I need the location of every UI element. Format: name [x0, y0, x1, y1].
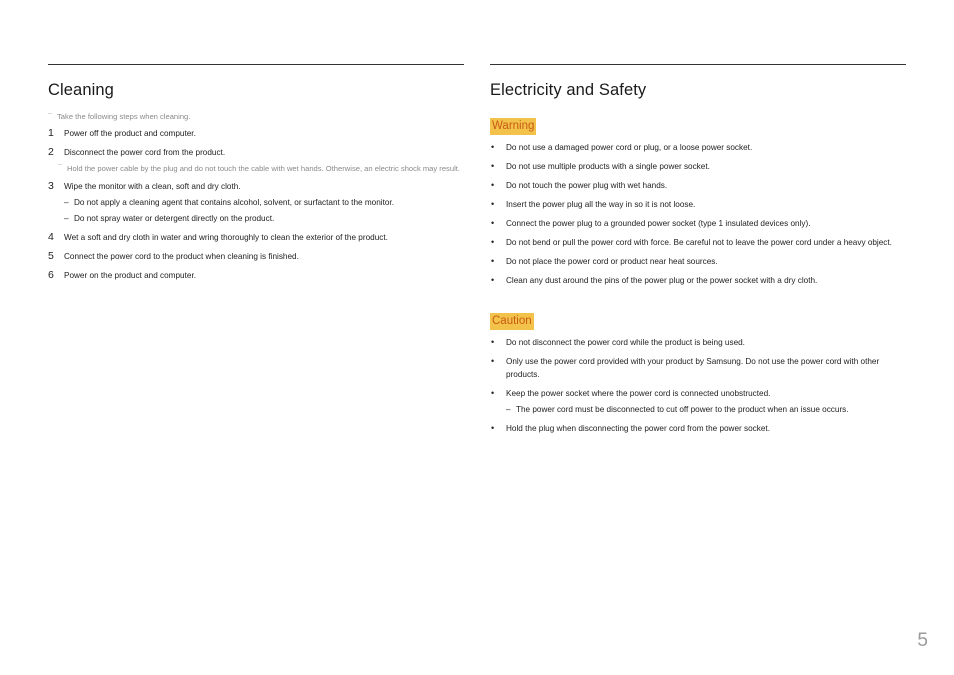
- step-note: [48, 162, 464, 175]
- list-item-text: Do not touch the power plug with wet hands.: [506, 181, 668, 190]
- list-item-text: Do not use a damaged power cord or plug, or a loose power socket.: [506, 143, 753, 152]
- list-sub-item: [490, 403, 906, 416]
- list-item-text: Connect the power plug to a grounded power socket (type 1 insulated devices only).: [506, 219, 811, 228]
- bullet-icon: •: [491, 275, 495, 285]
- bullet-icon: •: [491, 423, 495, 433]
- cleaning-intro-note-text: Take the following steps when cleaning.: [57, 112, 191, 121]
- list-item: [490, 422, 906, 435]
- bullet-icon: •: [491, 237, 495, 247]
- step-sub-text: Do not apply a cleaning agent that contains alcohol, solvent, or surfactant to the monitor.: [74, 198, 394, 207]
- list-sub-item-text: The power cord must be disconnected to cut off power to the product when an issue occurs.: [516, 405, 849, 414]
- caution-badge: Caution: [490, 313, 534, 330]
- step-number: 6: [48, 269, 54, 281]
- dash-mark-icon: –: [64, 214, 69, 223]
- step-text: Power on the product and computer.: [64, 271, 196, 280]
- bullet-icon: •: [491, 337, 495, 347]
- bullet-icon: •: [491, 161, 495, 171]
- bullet-icon: •: [491, 199, 495, 209]
- cleaning-intro-note: [48, 112, 190, 121]
- step-item: [48, 127, 464, 140]
- step-item: [48, 250, 464, 263]
- bullet-icon: •: [491, 356, 495, 366]
- warning-badge: Warning: [490, 118, 536, 135]
- step-text: Wet a soft and dry cloth in water and wring thoroughly to clean the exterior of the product.: [64, 233, 388, 242]
- list-item: [490, 387, 906, 400]
- dash-mark-icon: –: [64, 198, 69, 207]
- bullet-icon: •: [491, 256, 495, 266]
- step-text: Connect the power cord to the product when cleaning is finished.: [64, 252, 299, 261]
- step-number: 1: [48, 127, 54, 139]
- list-item: [490, 141, 906, 154]
- step-sub-text: Do not spray water or detergent directly on the product.: [74, 214, 275, 223]
- step-item: [48, 146, 464, 159]
- cleaning-section: [48, 64, 464, 281]
- step-note-text: Hold the power cable by the plug and do not touch the cable with wet hands. Otherwise, an electric shock may result.: [67, 164, 460, 173]
- note-mark-icon: ¯: [58, 163, 63, 172]
- step-sub-item: [48, 212, 464, 225]
- list-item-text: Only use the power cord provided with your product by Samsung. Do not use the power cord with other products.: [506, 357, 880, 379]
- list-item: [490, 160, 906, 173]
- safety-title: Electricity and Safety: [490, 81, 647, 99]
- list-item: [490, 179, 906, 192]
- list-item-text: Do not use multiple products with a single power socket.: [506, 162, 710, 171]
- list-item-text: Hold the plug when disconnecting the power cord from the power socket.: [506, 424, 770, 433]
- list-item: [490, 255, 906, 268]
- list-item: [490, 236, 906, 249]
- dash-mark-icon: –: [506, 405, 511, 414]
- list-item-text: Do not place the power cord or product near heat sources.: [506, 257, 718, 266]
- list-item: [490, 355, 906, 381]
- list-item: [490, 217, 906, 230]
- list-item-text: Insert the power plug all the way in so it is not loose.: [506, 200, 696, 209]
- step-number: 5: [48, 250, 54, 262]
- cleaning-title: Cleaning: [48, 81, 114, 99]
- step-number: 2: [48, 146, 54, 158]
- cleaning-steps: [48, 127, 464, 282]
- step-sub-item: [48, 196, 464, 209]
- step-item: [48, 269, 464, 282]
- section-divider: [48, 64, 464, 65]
- page-number: 5: [917, 630, 928, 651]
- step-number: 3: [48, 180, 54, 192]
- bullet-icon: •: [491, 388, 495, 398]
- safety-section: [490, 64, 906, 433]
- caution-list: [490, 336, 906, 441]
- step-item: [48, 231, 464, 244]
- bullet-icon: •: [491, 180, 495, 190]
- step-item: [48, 180, 464, 193]
- list-item-text: Do not bend or pull the power cord with force. Be careful not to leave the power cord under a heavy object.: [506, 238, 892, 247]
- list-item-text: Clean any dust around the pins of the power plug or the power socket with a dry cloth.: [506, 276, 818, 285]
- note-mark-icon: ¯: [48, 112, 53, 121]
- step-text: Wipe the monitor with a clean, soft and dry cloth.: [64, 182, 241, 191]
- step-text: Disconnect the power cord from the product.: [64, 148, 226, 157]
- list-item: [490, 336, 906, 349]
- list-item: [490, 198, 906, 211]
- bullet-icon: •: [491, 142, 495, 152]
- list-item-text: Keep the power socket where the power cord is connected unobstructed.: [506, 389, 771, 398]
- step-text: Power off the product and computer.: [64, 129, 196, 138]
- warning-list: [490, 141, 906, 293]
- list-item-text: Do not disconnect the power cord while the product is being used.: [506, 338, 745, 347]
- step-number: 4: [48, 231, 54, 243]
- bullet-icon: •: [491, 218, 495, 228]
- section-divider: [490, 64, 906, 65]
- list-item: [490, 274, 906, 287]
